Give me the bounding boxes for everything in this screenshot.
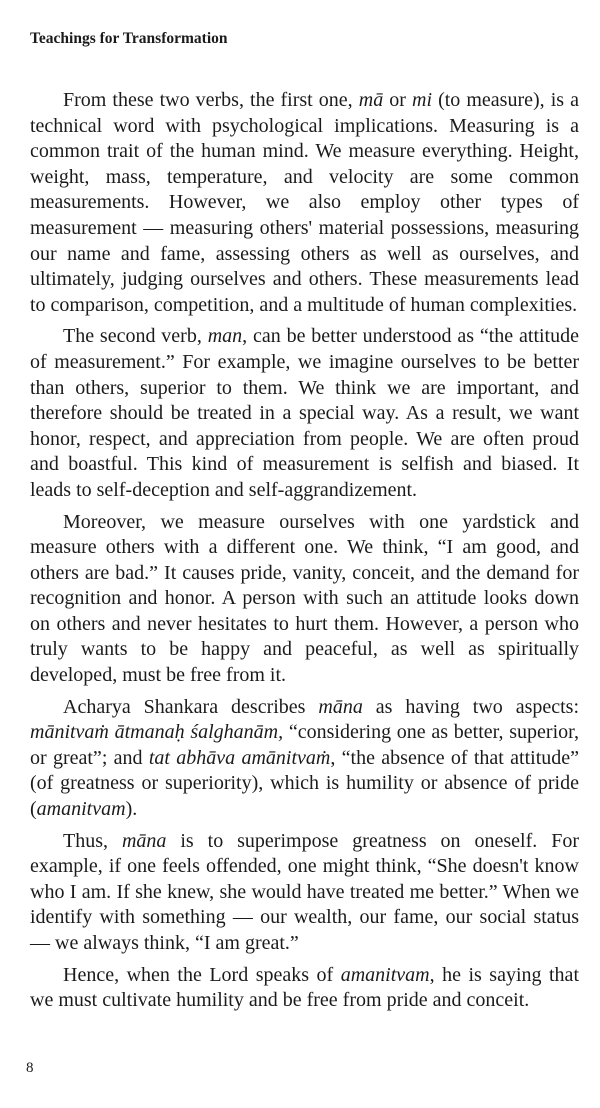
text-run: “considering one as better, superior, or great”; and [30,721,579,769]
text-run: (to measure), is a technical word with psychological implications. Measuring is a common trait of the human mind. We measure everything. Height, weight, mass, temperature, and velocity are some common measurements. However, we also employ other types of measurement — measuring others' material possessions, measuring our name and fame, assessing others as well as ourselves, and ultimately, judging ourselves and others. These measurements lead to comparison, competition, and a multitude of human complexities. [30,89,579,316]
text-run: as having two aspects: [362,695,580,718]
paragraph [30,510,579,689]
italic-term: māna [121,829,167,852]
paragraph [30,695,579,823]
text-run: or [383,89,412,111]
text-run: , “the absence of that attitude” (of greatness or superiority), which is humility or absence of pride ( [30,746,580,821]
italic-term: mā [358,89,384,111]
paragraph [30,324,579,503]
paragraph [30,88,579,318]
italic-term: amanitvam [36,798,126,821]
paragraph [30,829,579,957]
paragraph [30,963,579,1014]
text-run: , can be better understood as “the attitude of measurement.” For example, we imagine ourselves to be better than others, superior to them. We think we are important, and therefore should be treated in a special way. As a result, we want honor, respect, and appreciation from people. We are often proud and boastful. This kind of measurement is selfish and biased. It leads to self-deception and self-aggrandizement. [30,325,579,501]
italic-term: māna [318,695,363,718]
text-run: Acharya Shankara describes [63,695,319,718]
body-text [30,88,579,1020]
italic-term: mi [412,89,432,111]
text-run: Thus, [63,829,122,852]
italic-term: mānitvaṁ ātmanaḥ śalghanām, [30,721,284,744]
text-run: Hence, when the Lord speaks of [63,963,341,986]
italic-term: tat abhāva amānitvaṁ [148,746,331,769]
text-run: The second verb, [63,325,208,348]
italic-term: amanitvam [340,963,430,986]
text-run: ). [125,798,138,821]
page-number: 8 [26,1060,34,1076]
running-head: Teachings for Transformation [30,30,228,47]
text-run: Moreover, we measure ourselves with one yardstick and measure others with a different one. We think, “I am good, and others are bad.” It causes pride, vanity, conceit, and the demand for recognition and honor. A person with such an attitude looks down on others and never hesitates to hurt them. However, a person who truly wants to be happy and peaceful, as well as spiritually developed, must be free from it. [30,510,579,687]
italic-term: man [207,325,243,348]
text-run: , he is saying that we must cultivate humility and be free from pride and conceit. [30,963,579,1012]
text-run: From these two verbs, the first one, [63,89,359,111]
text-run: is to superimpose greatness on oneself. For example, if one feels offended, one might think, “She doesn't know who I am. If she knew, she would have treated me better.” When we identify with something — our wealth, our fame, our social status — we always think, “I am great.” [30,829,579,954]
